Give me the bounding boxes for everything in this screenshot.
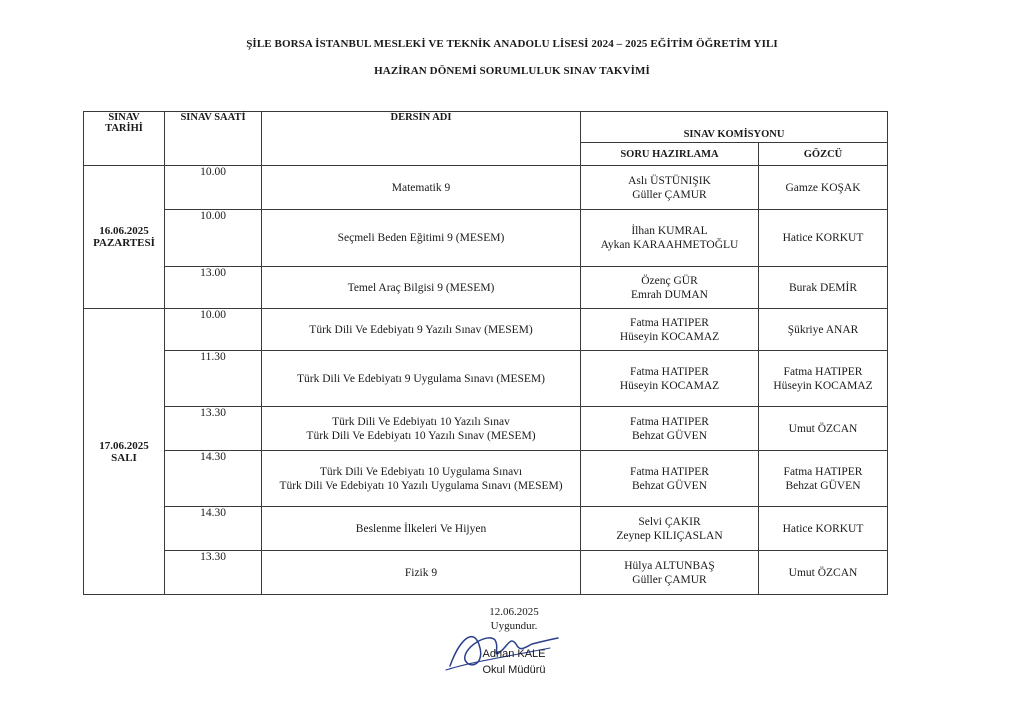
preparer-name-cell xyxy=(581,407,759,451)
preparer-name: Hüseyin KOCAMAZ xyxy=(619,379,720,392)
preparer-name: Fatma HATIPER xyxy=(630,316,709,329)
proctor-name-cell xyxy=(759,351,888,407)
preparer-name: Fatma HATIPER xyxy=(630,465,709,478)
proctor-name-cell xyxy=(759,166,888,210)
course-name: Temel Araç Bilgisi 9 (MESEM) xyxy=(347,281,495,294)
proctor-name: Burak DEMİR xyxy=(788,281,858,294)
preparer-name-cell xyxy=(581,309,759,351)
col-header-preparer: SORU HAZIRLAMA xyxy=(581,143,759,166)
exam-day: SALI xyxy=(111,451,137,464)
proctor-name-cell xyxy=(759,210,888,267)
col-header-proctor: GÖZCÜ xyxy=(759,143,888,166)
document-title: ŞİLE BORSA İSTANBUL MESLEKİ VE TEKNİK ANADOLU LİSESİ 2024 – 2025 EĞİTİM ÖĞRETİM YILI xyxy=(246,38,778,50)
proctor-name: Gamze KOŞAK xyxy=(785,181,861,194)
preparer-name: Aykan KARAAHMETOĞLU xyxy=(600,239,739,251)
preparer-name-cell xyxy=(581,507,759,551)
preparer-name: Fatma HATIPER xyxy=(630,415,709,428)
course-name-cell xyxy=(262,407,581,451)
preparer-name: Emrah DUMAN xyxy=(631,288,708,301)
course-name: Türk Dili Ve Edebiyatı 10 Uygulama Sınavı xyxy=(319,465,523,478)
proctor-name: Umut ÖZCAN xyxy=(788,566,858,579)
course-name-cell xyxy=(262,166,581,210)
preparer-name: Özenç GÜR xyxy=(641,274,698,287)
table-row xyxy=(84,451,888,507)
exam-date: 17.06.2025 xyxy=(99,439,149,452)
course-name-cell xyxy=(262,210,581,267)
proctor-name-cell xyxy=(759,451,888,507)
proctor-name: Fatma HATIPER xyxy=(783,365,863,378)
proctor-name-cell xyxy=(759,309,888,351)
proctor-name: Hatice KORKUT xyxy=(782,232,864,244)
proctor-name-cell xyxy=(759,267,888,309)
course-name-cell xyxy=(262,309,581,351)
preparer-name: İlhan KUMRAL xyxy=(631,225,708,237)
preparer-name: Güller ÇAMUR xyxy=(632,188,707,201)
proctor-name: Hüseyin KOCAMAZ xyxy=(773,379,873,392)
preparer-name: Zeynep KILIÇASLAN xyxy=(616,529,723,542)
preparer-name: Selvi ÇAKIR xyxy=(638,515,701,528)
course-name: Türk Dili Ve Edebiyatı 10 Yazılı Uygulama Sınavı (MESEM) xyxy=(279,479,563,492)
preparer-name: Fatma HATIPER xyxy=(630,365,709,378)
proctor-name: Şükriye ANAR xyxy=(787,323,859,336)
exam-time: 13.00 xyxy=(165,267,262,309)
exam-time: 10.00 xyxy=(165,309,262,351)
principal-name: Adnan KALE xyxy=(482,648,546,660)
preparer-name: Behzat GÜVEN xyxy=(631,429,708,442)
exam-date-cell xyxy=(84,309,165,595)
principal-role: Okul Müdürü xyxy=(482,664,546,676)
approval-date: 12.06.2025 xyxy=(489,606,539,618)
preparer-name: Hüseyin KOCAMAZ xyxy=(619,330,720,343)
preparer-name-cell xyxy=(581,451,759,507)
document-subtitle: HAZİRAN DÖNEMİ SORUMLULUK SINAV TAKVİMİ xyxy=(374,65,650,77)
preparer-name-cell xyxy=(581,166,759,210)
table-row xyxy=(84,210,888,267)
preparer-name: Aslı ÜSTÜNIŞIK xyxy=(628,174,711,187)
course-name-cell xyxy=(262,351,581,407)
exam-day: PAZARTESİ xyxy=(93,237,155,249)
table-row xyxy=(84,351,888,407)
exam-schedule-table xyxy=(83,111,888,595)
preparer-name-cell xyxy=(581,210,759,267)
table-row xyxy=(84,309,888,351)
col-header-committee: SINAV KOMİSYONU xyxy=(581,112,888,143)
table-row xyxy=(84,551,888,595)
exam-time: 14.30 xyxy=(165,451,262,507)
exam-date: 16.06.2025 xyxy=(99,225,149,237)
preparer-name: Güller ÇAMUR xyxy=(632,573,707,586)
course-name: Türk Dili Ve Edebiyatı 10 Yazılı Sınav xyxy=(332,415,510,428)
approval-text: Uygundur. xyxy=(490,620,538,632)
proctor-name-cell xyxy=(759,407,888,451)
proctor-name-cell xyxy=(759,551,888,595)
exam-time: 14.30 xyxy=(165,507,262,551)
preparer-name-cell xyxy=(581,267,759,309)
exam-time: 11.30 xyxy=(165,351,262,407)
proctor-name: Fatma HATIPER xyxy=(783,465,863,478)
exam-time: 10.00 xyxy=(165,166,262,210)
course-name: Beslenme İlkeleri Ve Hijyen xyxy=(355,522,487,535)
preparer-name-cell xyxy=(581,351,759,407)
exam-time: 13.30 xyxy=(165,551,262,595)
proctor-name-cell xyxy=(759,507,888,551)
course-name: Türk Dili Ve Edebiyatı 10 Yazılı Sınav (MESEM) xyxy=(306,429,536,442)
table-row xyxy=(84,507,888,551)
exam-time: 10.00 xyxy=(165,210,262,267)
proctor-name: Behzat GÜVEN xyxy=(785,479,861,492)
table-row xyxy=(84,407,888,451)
course-name-cell xyxy=(262,267,581,309)
course-name-cell xyxy=(262,451,581,507)
course-name-cell xyxy=(262,551,581,595)
course-name: Fizik 9 xyxy=(404,566,438,579)
course-name: Türk Dili Ve Edebiyatı 9 Yazılı Sınav (MESEM) xyxy=(309,323,533,336)
table-row xyxy=(84,267,888,309)
course-name: Matematik 9 xyxy=(391,181,451,194)
table-row xyxy=(84,166,888,210)
preparer-name: Hülya ALTUNBAŞ xyxy=(624,559,715,572)
preparer-name: Behzat GÜVEN xyxy=(631,479,708,492)
exam-date-cell xyxy=(84,166,165,309)
col-header-course: DERSİN ADI xyxy=(262,112,581,166)
preparer-name-cell xyxy=(581,551,759,595)
course-name: Türk Dili Ve Edebiyatı 9 Uygulama Sınavı (MESEM) xyxy=(297,372,545,385)
exam-time: 13.30 xyxy=(165,407,262,451)
course-name-cell xyxy=(262,507,581,551)
course-name: Seçmeli Beden Eğitimi 9 (MESEM) xyxy=(337,232,505,244)
proctor-name: Umut ÖZCAN xyxy=(788,422,858,435)
proctor-name: Hatice KORKUT xyxy=(782,522,864,535)
col-header-date: SINAV TARİHİ xyxy=(84,112,165,166)
col-header-time: SINAV SAATİ xyxy=(165,112,262,166)
